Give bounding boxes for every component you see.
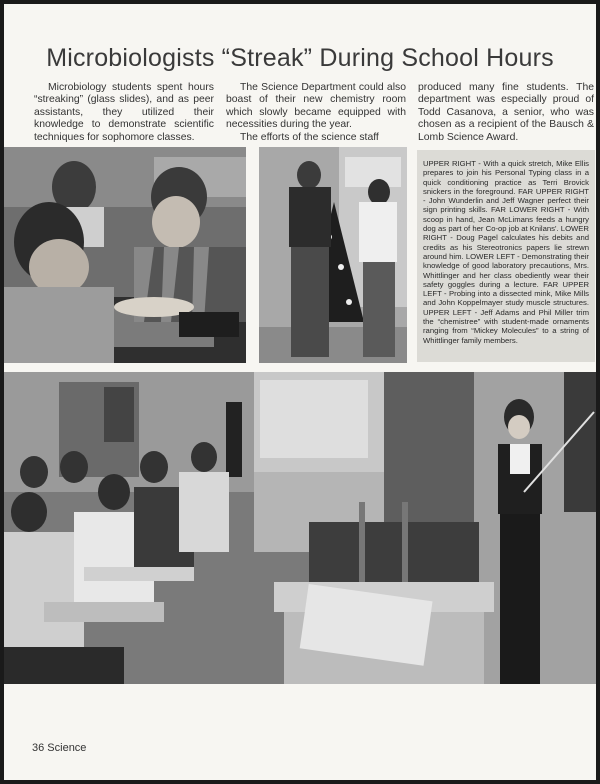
page-folio: 36 Science (32, 742, 87, 754)
article-paragraph: The Science Department could also boast of their new chemistry room which slowly became equipped with necessities during the year. (226, 82, 406, 131)
classroom-lecture-photo (4, 372, 596, 684)
article-paragraph: produced many fine students. The department was especially proud of Todd Casanova, a senior, who was chosen as a recipient of the Bausch & Lomb Science Award. (418, 82, 594, 143)
article-paragraph: Microbiology students spent hours “streaking” (glass slides), and as peer assistants, they utilized their knowledge to demonstrate scientific techniques for sophomore classes. (34, 82, 214, 143)
article-paragraph: The efforts of the science staff (240, 131, 379, 143)
article-column-1 (34, 82, 214, 144)
article-column-3 (418, 82, 594, 144)
article-column-2 (226, 82, 406, 144)
page-title: Microbiologists “Streak” During School Hours (46, 44, 554, 72)
photo-caption-box (417, 150, 595, 362)
yearbook-page (4, 4, 596, 780)
chemistree-photo (259, 147, 407, 363)
dissection-lab-photo (4, 147, 246, 363)
caption-text: UPPER RIGHT - With a quick stretch, Mike Ellis prepares to join his Personal Typing class in a quick conditioning practice as Terri Brovick snickers in the foreground. FAR UPPER RIGHT - John Wunderlin and Jeff Wagner perfect their sign printing skills. FAR LOWER RIGHT - With scoop in hand, Jean McLimans feeds a hungry dog as part of her Co-op job at Knilans'. LOWER RIGHT - Doug Pagel calculates his debits and credits as his Stereotronics papers lie strewn around him. LOWER LEFT - Demonstrating their knowledge of good laboratory precautions, Mrs. Whittlinger and her class obediently wear their safety goggles during a lecture. FAR UPPER LEFT - Probing into a dissected mink, Mike Mills and John Koppelmayer study muscle structures. UPPER LEFT - Jeff Adams and Phil Miller trim the “chemistree” with student-made ornaments ranging from “Mickey Molecules” to a string of Whittlinger family members. (423, 159, 589, 345)
